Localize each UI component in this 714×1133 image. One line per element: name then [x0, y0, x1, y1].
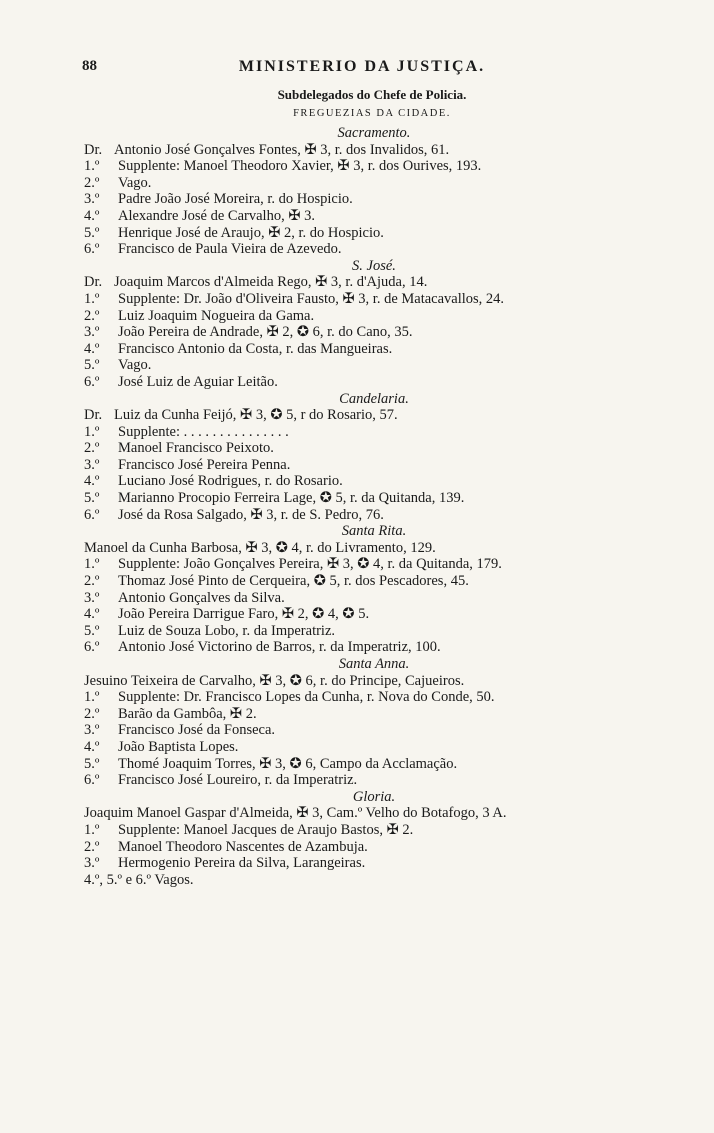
entry-text: João Baptista Lopes. — [118, 738, 239, 755]
list-item — [84, 175, 664, 192]
entry-text: Francisco Antonio da Costa, r. das Mangueiras. — [118, 340, 393, 357]
entry-text: Alexandre José de Carvalho, ✠ 3. — [118, 207, 315, 224]
section-title: S. José. — [352, 257, 396, 274]
list-item — [84, 556, 664, 573]
list-item — [84, 291, 664, 308]
entry-text: Manoel Theodoro Nascentes de Azambuja. — [118, 838, 368, 855]
entry-label: 2.º — [84, 307, 100, 324]
entry-text: Joaquim Manoel Gaspar d'Almeida, ✠ 3, Cam.º Velho do Botafogo, 3 A. — [84, 805, 507, 822]
entry-label: 1.º — [84, 423, 100, 440]
list-item — [84, 722, 664, 739]
entry-text: Jesuino Teixeira de Carvalho, ✠ 3, ✪ 6, r. do Principe, Cajueiros. — [84, 672, 465, 689]
list-item — [84, 158, 664, 175]
entry-text: Antonio José Gonçalves Fontes, ✠ 3, r. dos Invalidos, 61. — [114, 141, 450, 158]
entry-label: 1.º — [84, 158, 100, 175]
list-item — [84, 855, 664, 872]
entry-label: 1.º — [84, 290, 100, 307]
entry-text: João Pereira de Andrade, ✠ 2, ✪ 6, r. do Cano, 35. — [118, 324, 413, 341]
entry-text: Manoel Francisco Peixoto. — [118, 440, 274, 457]
list-item — [84, 341, 664, 358]
section-title: Sacramento. — [337, 125, 411, 141]
entry-text: Henrique José de Araujo, ✠ 2, r. do Hospicio. — [118, 224, 384, 241]
list-item — [84, 241, 664, 258]
list-item — [84, 772, 664, 789]
entry-text: Thomaz José Pinto de Cerqueira, ✪ 5, r. dos Pescadores, 45. — [118, 573, 469, 590]
entry-label: 3.º — [84, 456, 100, 473]
list-item — [84, 839, 664, 856]
entry-text: José da Rosa Salgado, ✠ 3, r. de S. Pedro, 76. — [118, 506, 384, 523]
entry-label: 2.º — [84, 440, 100, 457]
entry-text: Supplente: Dr. Francisco Lopes da Cunha, r. Nova do Conde, 50. — [118, 689, 495, 706]
entry-label: 6.º — [84, 506, 100, 523]
list-item — [84, 756, 664, 773]
entry-label: 1.º — [84, 821, 100, 838]
entry-text: Vago. — [118, 174, 152, 191]
list-item — [84, 274, 664, 291]
entry-label: 4.º — [84, 738, 100, 755]
entry-label: 2.º — [84, 705, 100, 722]
entry-text: Supplente: Manoel Theodoro Xavier, ✠ 3, r. dos Ourives, 193. — [118, 158, 482, 175]
list-item — [84, 357, 664, 374]
page-subsubtitle: FREGUEZIAS DA CIDADE. — [293, 108, 451, 119]
list-item — [84, 706, 664, 723]
entry-label: 2.º — [84, 838, 100, 855]
entry-label: 4.º — [84, 606, 100, 623]
section-title: Santa Rita. — [341, 523, 407, 540]
entry-label: 5.º — [84, 357, 100, 374]
entry-label: 4.º — [84, 207, 100, 224]
entry-label: 5.º — [84, 755, 100, 772]
list-item — [84, 872, 664, 889]
entry-text: Supplente: . . . . . . . . . . . . . . . — [118, 423, 289, 440]
entry-label: 6.º — [84, 241, 100, 258]
page-subtitle: Subdelegados do Chefe de Policia. — [277, 87, 467, 102]
entry-label: Dr. — [84, 141, 103, 158]
entry-text: Francisco de Paula Vieira de Azevedo. — [118, 241, 342, 258]
entry-label: 3.º — [84, 722, 100, 739]
entry-label: 6.º — [84, 639, 100, 656]
list-item — [84, 407, 664, 424]
list-item — [84, 507, 664, 524]
list-item — [84, 208, 664, 225]
entry-text: Luiz da Cunha Feijó, ✠ 3, ✪ 5, r do Rosario, 57. — [114, 407, 398, 424]
list-item — [84, 225, 664, 242]
list-item — [84, 822, 664, 839]
entry-text: Antonio José Victorino de Barros, r. da Imperatriz, 100. — [118, 639, 441, 656]
entry-text: Supplente: Dr. João d'Oliveira Fausto, ✠ 3, r. de Matacavallos, 24. — [118, 290, 505, 307]
section-title: Santa Anna. — [338, 656, 410, 672]
list-item — [84, 440, 664, 457]
entry-label: 2.º — [84, 573, 100, 590]
entry-text: Padre João José Moreira, r. do Hospicio. — [118, 191, 353, 208]
list-item — [84, 308, 664, 325]
list-item — [84, 689, 664, 706]
entry-label: 3.º — [84, 855, 100, 872]
entry-text: Francisco José da Fonseca. — [118, 722, 276, 739]
entry-text: Supplente: Manoel Jacques de Araujo Bastos, ✠ 2. — [118, 821, 414, 838]
entry-label: 5.º — [84, 224, 100, 241]
directory-list — [84, 125, 664, 888]
entry-label: 6.º — [84, 373, 100, 390]
entry-text: Francisco José Pereira Penna. — [118, 456, 291, 473]
entry-text: Luiz Joaquim Nogueira da Gama. — [118, 307, 315, 324]
entry-label: 3.º — [84, 324, 100, 341]
entry-text: Vago. — [118, 357, 152, 374]
list-item — [84, 457, 664, 474]
entry-text: Hermogenio Pereira da Silva, Larangeiras. — [118, 855, 366, 872]
list-item — [84, 142, 664, 159]
entry-label: 4.º — [84, 473, 100, 490]
entry-label: Dr. — [84, 407, 103, 424]
entry-text: José Luiz de Aguiar Leitão. — [118, 373, 278, 390]
entry-text: Marianno Procopio Ferreira Lage, ✪ 5, r. da Quitanda, 139. — [118, 490, 465, 507]
entry-label: 6.º — [84, 772, 100, 789]
list-item — [84, 739, 664, 756]
entry-label: 3.º — [84, 589, 100, 606]
list-item — [84, 374, 664, 391]
entry-text: Thomé Joaquim Torres, ✠ 3, ✪ 6, Campo da Acclamação. — [118, 755, 458, 772]
list-item — [84, 639, 664, 656]
list-item — [84, 606, 664, 623]
list-item — [84, 673, 664, 690]
list-item — [84, 490, 664, 507]
list-item — [84, 191, 664, 208]
page-number: 88 — [82, 58, 97, 74]
list-item — [84, 324, 664, 341]
entry-text: João Pereira Darrigue Faro, ✠ 2, ✪ 4, ✪ 5. — [118, 606, 370, 623]
page-header — [82, 58, 642, 80]
list-item — [84, 424, 664, 441]
entry-text: Antonio Gonçalves da Silva. — [118, 589, 285, 606]
page-title: MINISTERIO DA JUSTIÇA. — [238, 58, 486, 75]
entry-label: Dr. — [84, 274, 103, 291]
entry-text: Joaquim Marcos d'Almeida Rego, ✠ 3, r. d'Ajuda, 14. — [114, 274, 428, 291]
entry-text: Francisco José Loureiro, r. da Imperatriz. — [118, 772, 358, 789]
list-item — [84, 590, 664, 607]
entry-label: 4.º — [84, 340, 100, 357]
list-item — [84, 473, 664, 490]
entry-label: 5.º — [84, 622, 100, 639]
entry-label: 1.º — [84, 689, 100, 706]
entry-text: Barão da Gambôa, ✠ 2. — [118, 705, 257, 722]
entry-text: Luciano José Rodrigues, r. do Rosario. — [118, 473, 343, 490]
entry-label: 5.º — [84, 490, 100, 507]
entry-text: Manoel da Cunha Barbosa, ✠ 3, ✪ 4, r. do Livramento, 129. — [84, 539, 436, 556]
list-item — [84, 805, 664, 822]
section-title: Gloria. — [352, 788, 396, 805]
entry-label: 2.º — [84, 174, 100, 191]
list-item — [84, 623, 664, 640]
entry-label: 1.º — [84, 556, 100, 573]
section-title: Candelaria. — [339, 390, 409, 407]
entry-text: Luiz de Souza Lobo, r. da Imperatriz. — [118, 622, 336, 639]
entry-text: Supplente: João Gonçalves Pereira, ✠ 3, ✪ 4, r. da Quitanda, 179. — [118, 556, 502, 573]
list-item — [84, 540, 664, 557]
list-item — [84, 573, 664, 590]
entry-label: 3.º — [84, 191, 100, 208]
entry-text: 4.º, 5.º e 6.º Vagos. — [84, 871, 194, 888]
